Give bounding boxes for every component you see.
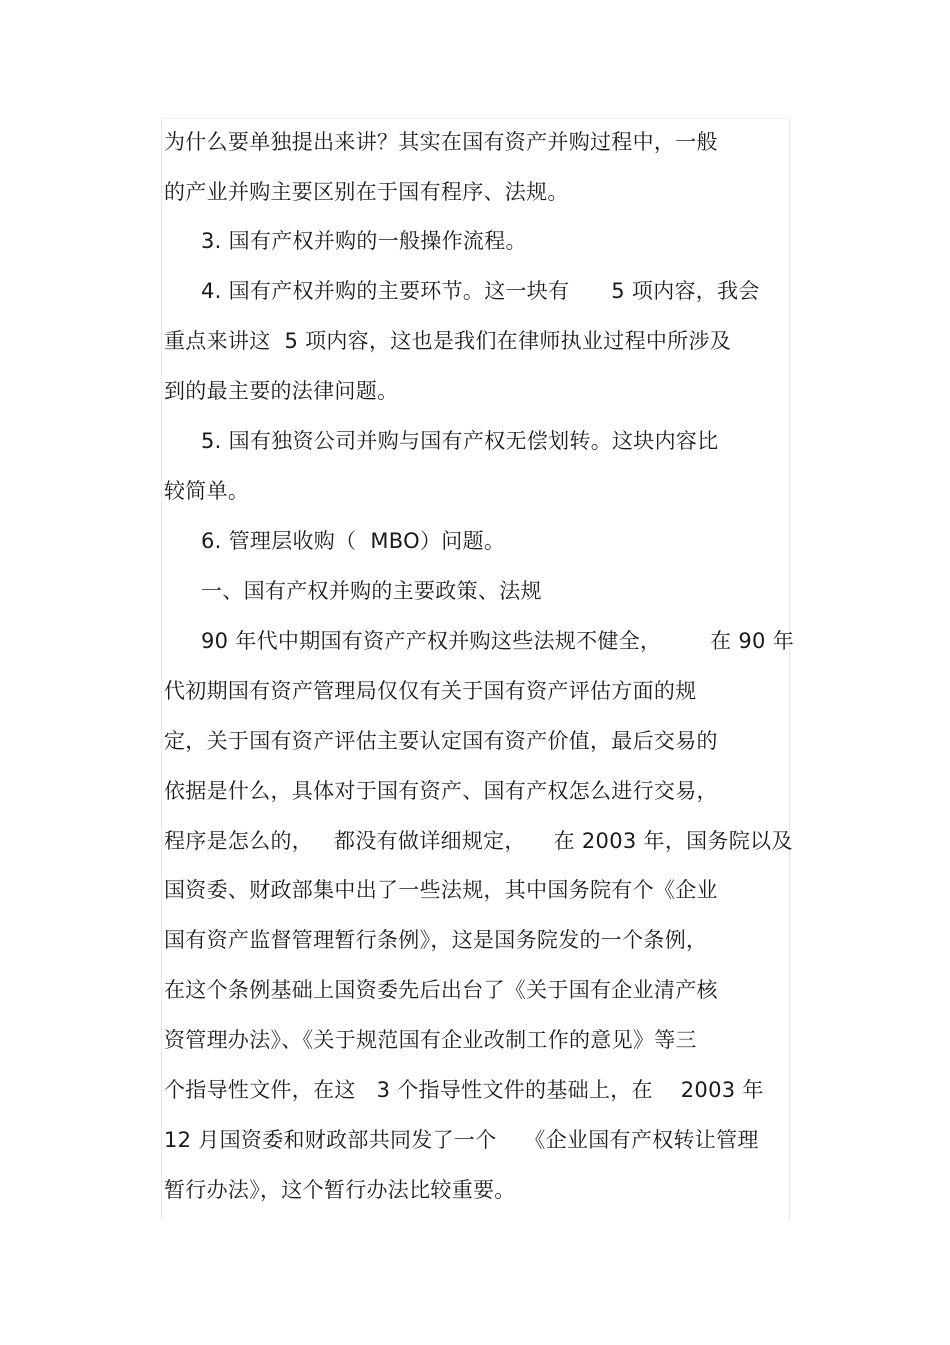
text-line-6: 到的最主要的法律问题。 — [164, 379, 399, 403]
text-line-20: 个指导性文件，在这 3 个指导性文件的基础上，在 2003 年 — [164, 1078, 764, 1102]
text-line-15: 程序是怎么的， 都没有做详细规定， 在 2003 年，国务院以及 — [164, 829, 793, 853]
text-line-14: 依据是什么，具体对于国有资产、国有产权怎么进行交易， — [164, 779, 718, 803]
text-line-16: 国资委、财政部集中出了一些法规，其中国务院有个《企业 — [164, 878, 718, 902]
text-line-8: 较简单。 — [164, 479, 250, 503]
list-item-4: 4. 国有产权并购的主要环节。这一块有 5 项内容，我会 — [201, 279, 760, 303]
text-line-21: 12 月国资委和财政部共同发了一个 《企业国有产权转让管理 — [164, 1128, 759, 1152]
text-line-13: 定，关于国有资产评估主要认定国有资产价值，最后交易的 — [164, 729, 718, 753]
text-line-12: 代初期国有资产管理局仅仅有关于国有资产评估方面的规 — [164, 679, 697, 703]
text-line-17: 国有资产监督管理暂行条例》，这是国务院发的一个条例， — [164, 928, 708, 952]
list-item-3: 3. 国有产权并购的一般操作流程。 — [201, 229, 527, 253]
text-line-11: 90 年代中期国有资产产权并购这些法规不健全， 在 90 年 — [201, 629, 794, 653]
text-line-18: 在这个条例基础上国资委先后出台了《关于国有企业清产核 — [164, 978, 718, 1002]
text-line-5: 重点来讲这 5 项内容，这也是我们在律师执业过程中所涉及 — [164, 329, 732, 353]
list-item-5: 5. 国有独资公司并购与国有产权无偿划转。这块内容比 — [201, 429, 719, 453]
list-item-6: 6. 管理层收购（ MBO）问题。 — [201, 529, 506, 553]
text-line-22: 暂行办法》，这个暂行办法比较重要。 — [164, 1178, 516, 1202]
text-line-1: 为什么要单独提出来讲？其实在国有资产并购过程中，一般 — [164, 130, 718, 154]
section-heading: 一、国有产权并购的主要政策、法规 — [201, 579, 542, 603]
text-line-2: 的产业并购主要区别在于国有程序、法规。 — [164, 180, 569, 204]
text-line-19: 资管理办法》、《关于规范国有企业改制工作的意见》等三 — [164, 1028, 697, 1052]
